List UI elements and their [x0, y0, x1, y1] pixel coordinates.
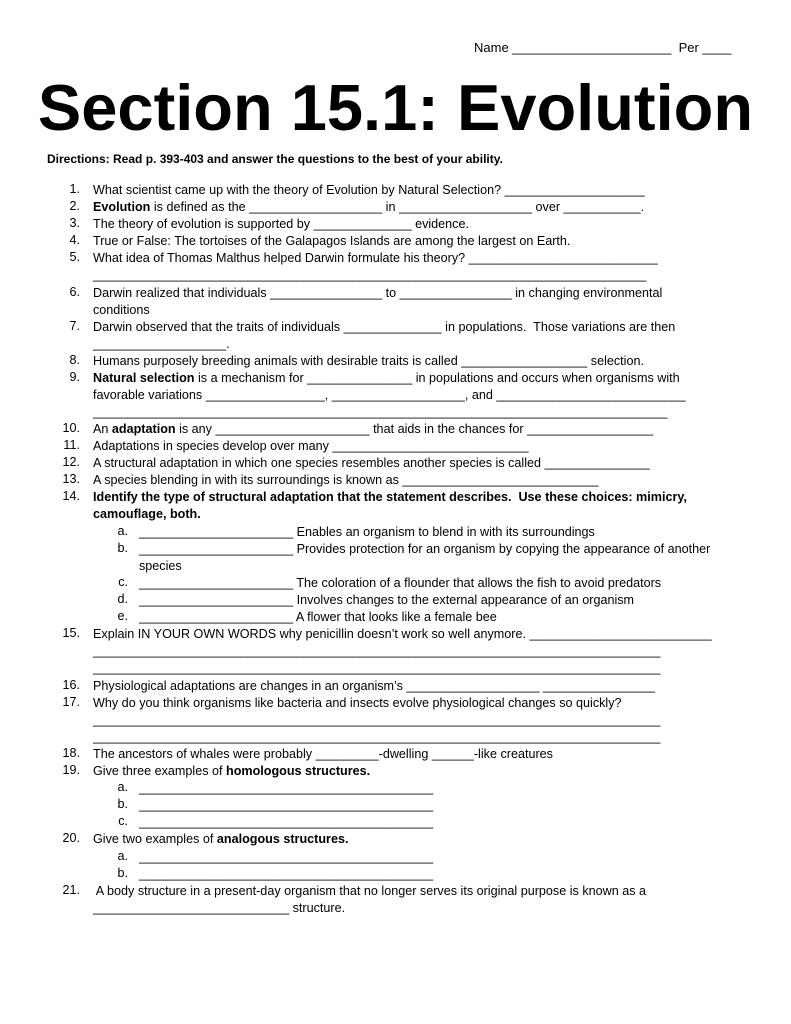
- q14-item-d: ______________________ Involves changes to the external appearance of an organism: [139, 593, 635, 607]
- item-letter: c.: [118, 814, 128, 828]
- question-number: 9.: [69, 370, 80, 384]
- term-evolution: Evolution: [93, 200, 151, 214]
- item-letter: c.: [118, 575, 128, 589]
- question-number: 1.: [69, 182, 80, 196]
- question-number: 7.: [69, 319, 80, 333]
- answer-line: _________________________________________________________________________________: [93, 730, 661, 744]
- question-number: 3.: [69, 216, 80, 230]
- question-number: 4.: [69, 233, 80, 247]
- question-number: 13.: [62, 472, 80, 486]
- question-number: 8.: [69, 353, 80, 367]
- term-adaptation: adaptation: [111, 422, 176, 436]
- q19-item-b: __________________________________________: [139, 798, 434, 812]
- question-17: Why do you think organisms like bacteria and insects evolve physiological changes so quickly?: [93, 696, 622, 710]
- question-number: 20.: [62, 831, 80, 845]
- question-9: [93, 370, 680, 387]
- item-letter: e.: [117, 609, 128, 623]
- page-title: Section 15.1: Evolution: [37, 71, 754, 144]
- term-homologous-structures: homologous structures.: [226, 764, 371, 778]
- name-period-line: Name ______________________ Per ____: [474, 40, 732, 55]
- question-text: Give two examples of: [93, 832, 217, 846]
- question-11: Adaptations in species develop over many ____________________________: [93, 439, 529, 453]
- question-7: Darwin observed that the traits of individuals ______________ in populations. Those variations are then: [93, 320, 676, 334]
- item-letter: a.: [117, 524, 128, 538]
- directions: Directions: Read p. 393-403 and answer the questions to the best of your ability.: [47, 152, 503, 166]
- question-number: 10.: [62, 421, 80, 435]
- question-8: Humans purposely breeding animals with desirable traits is called __________________ selection.: [93, 354, 644, 368]
- q14-item-b-cont: species: [139, 559, 182, 573]
- item-letter: d.: [117, 592, 128, 606]
- item-letter: a.: [117, 780, 128, 794]
- question-6-cont: conditions: [93, 303, 150, 317]
- question-text: An: [93, 422, 112, 436]
- q19-item-c: __________________________________________: [139, 815, 434, 829]
- question-10: [93, 421, 653, 438]
- question-number: 2.: [69, 199, 80, 213]
- question-13: A species blending in with its surroundings is known as ____________________________: [93, 473, 599, 487]
- question-1: What scientist came up with the theory of Evolution by Natural Selection? ____________________: [93, 183, 645, 197]
- q20-item-a: __________________________________________: [139, 850, 434, 864]
- term-analogous-structures: analogous structures.: [216, 832, 349, 846]
- question-7-cont: ___________________.: [93, 337, 230, 351]
- question-18: The ancestors of whales were probably _________-dwelling ______-like creatures: [93, 747, 553, 761]
- question-14: Identify the type of structural adaptation that the statement describes. Use these choices: mimicry,: [93, 490, 687, 504]
- q14-item-a: ______________________ Enables an organism to blend in with its surroundings: [139, 525, 595, 539]
- question-text: Give three examples of: [93, 764, 226, 778]
- question-12: A structural adaptation in which one species resembles another species is called _______________: [93, 456, 650, 470]
- question-text: is a mechanism for _______________ in populations and occurs when organisms with: [194, 371, 680, 385]
- question-number: 15.: [62, 626, 80, 640]
- answer-line: _______________________________________________________________________________: [93, 268, 647, 282]
- term-natural-selection: Natural selection: [93, 371, 195, 385]
- answer-line: __________________________________________________________________________________: [93, 405, 668, 419]
- question-number: 16.: [62, 678, 80, 692]
- q14-item-c: ______________________ The coloration of a flounder that allows the fish to avoid predators: [139, 576, 662, 590]
- q20-item-b: __________________________________________: [139, 867, 434, 881]
- question-number: 5.: [69, 250, 80, 264]
- question-4: True or False: The tortoises of the Galapagos Islands are among the largest on Earth.: [93, 234, 571, 248]
- item-letter: b.: [117, 541, 128, 555]
- question-14-cont: camouflage, both.: [93, 507, 201, 521]
- question-number: 14.: [62, 489, 80, 503]
- question-5: What idea of Thomas Malthus helped Darwin formulate his theory? ___________________________: [93, 251, 658, 265]
- question-2: [93, 199, 644, 216]
- q14-item-b: ______________________ Provides protection for an organism by copying the appearance of another: [139, 542, 711, 556]
- q14-item-e: ______________________ A flower that looks like a female bee: [139, 610, 497, 624]
- question-21: A body structure in a present-day organism that no longer serves its original purpose is known as a: [93, 884, 647, 898]
- question-16: Physiological adaptations are changes in an organism’s ___________________ ________________: [93, 679, 656, 693]
- question-text: is defined as the ___________________ in ___________________ over ___________.: [150, 200, 645, 214]
- question-number: 17.: [62, 695, 80, 709]
- question-number: 12.: [62, 455, 80, 469]
- item-letter: a.: [117, 849, 128, 863]
- question-text: is any ______________________ that aids in the chances for __________________: [175, 422, 654, 436]
- question-21-cont: ____________________________ structure.: [93, 901, 346, 915]
- question-number: 18.: [62, 746, 80, 760]
- item-letter: b.: [117, 866, 128, 880]
- answer-line: _________________________________________________________________________________: [93, 661, 661, 675]
- q19-item-a: __________________________________________: [139, 781, 434, 795]
- question-15: Explain IN YOUR OWN WORDS why penicillin doesn’t work so well anymore. __________________________: [93, 627, 712, 641]
- question-number: 21.: [62, 883, 80, 897]
- question-number: 6.: [69, 285, 80, 299]
- item-letter: b.: [117, 797, 128, 811]
- question-9-cont: favorable variations _________________, ___________________, and ___________________________: [93, 388, 686, 402]
- answer-line: _________________________________________________________________________________: [93, 713, 661, 727]
- question-6: Darwin realized that individuals ________________ to ________________ in changing environmental: [93, 286, 663, 300]
- question-number: 19.: [62, 763, 80, 777]
- answer-line: _________________________________________________________________________________: [93, 644, 661, 658]
- question-number: 11.: [63, 438, 80, 452]
- question-3: The theory of evolution is supported by ______________ evidence.: [93, 217, 469, 231]
- question-19: [93, 763, 370, 780]
- question-20: [93, 831, 348, 848]
